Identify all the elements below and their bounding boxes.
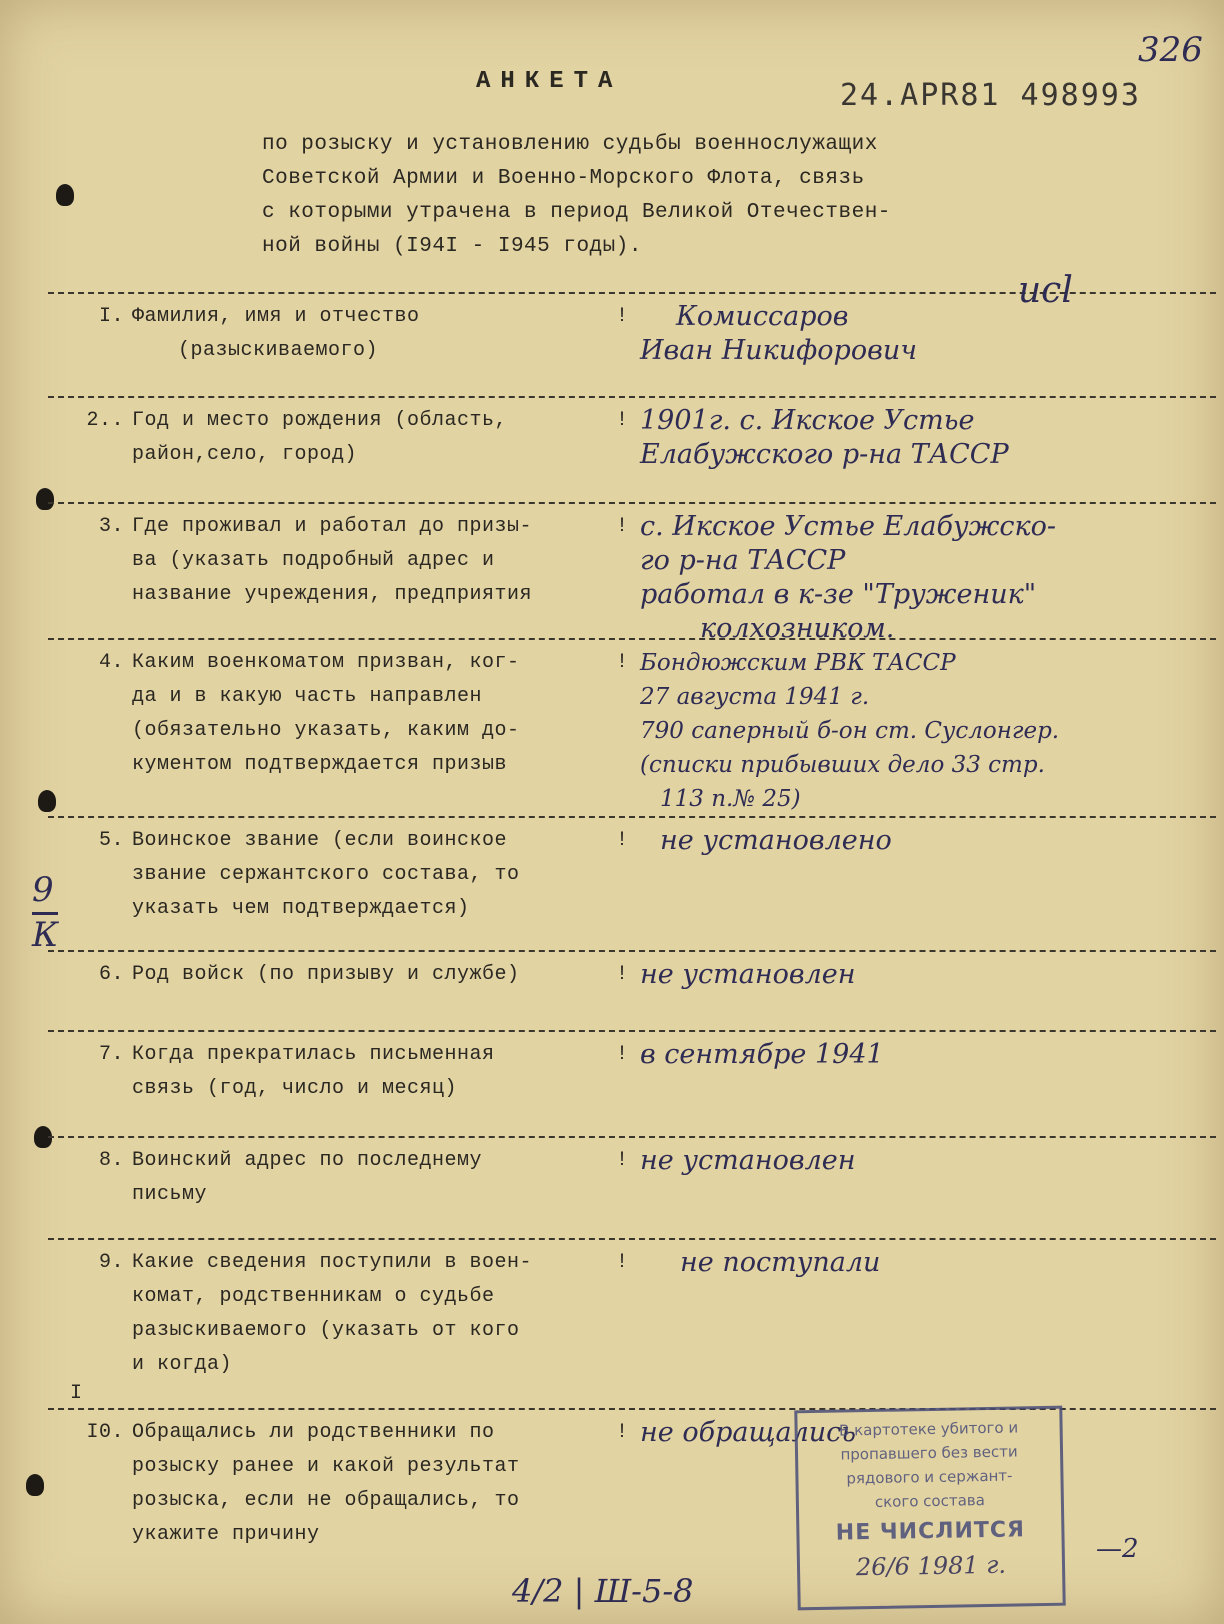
question-9: 9. Какие сведения поступили в воен- комат, родственникам о судьбе разыскиваемого (указать от кого и когда)	[98, 1251, 533, 1376]
margin-note: К	[32, 912, 58, 955]
row-separator	[48, 502, 1216, 504]
question-7: 7. Когда прекратилась письменная связь (год, число и месяц)	[98, 1043, 495, 1100]
punch-hole	[38, 790, 56, 812]
column-divider-marks: !	[616, 1149, 629, 1172]
column-divider-marks: !	[616, 1421, 629, 1444]
answer-2: 1901г. с. Икское Устье Елабужского р-на ТАССР	[640, 405, 1009, 470]
answer-10: не обращались	[640, 1417, 856, 1448]
punch-hole	[56, 184, 74, 206]
question-2: 2.. Год и место рождения (область, район,село, город)	[86, 409, 508, 466]
bottom-mark: —2	[1096, 1534, 1139, 1564]
column-divider-marks: !	[616, 1043, 629, 1066]
answer-4: Бондюжским РВК ТАССР 27 августа 1941 г. 790 саперный б-он ст. Суслонгер. (списки прибывших дело 33 стр. 113 п.№ 25)	[640, 650, 1060, 812]
column-divider-marks: !	[616, 515, 629, 538]
row-separator	[48, 816, 1216, 818]
answer-5: не установлено	[660, 825, 892, 856]
question-4: 4. Каким военкоматом призван, ког- да и в какую часть направлен (обязательно указать, каким до- кументом подтверждается призыв	[98, 651, 520, 776]
column-divider-marks: !	[616, 409, 629, 432]
handwritten-mark: ucl	[1018, 270, 1073, 311]
subtitle-line: Советской Армии и Военно-Морского Флота, связь	[262, 167, 865, 190]
question-10: I0. Обращались ли родственники по розыску ранее и какой результат розыска, если не обращались, то укажите причину	[86, 1421, 520, 1546]
row-separator	[48, 1238, 1216, 1240]
question-8: 8. Воинский адрес по последнему письму	[98, 1149, 483, 1206]
row-separator	[48, 1030, 1216, 1032]
answer-7: в сентябре 1941	[640, 1039, 884, 1070]
document-title: АНКЕТА	[476, 68, 623, 95]
question-1: I. Фамилия, имя и отчество (разыскиваемого)	[98, 305, 420, 362]
answer-6: не установлен	[640, 959, 856, 990]
question-6: 6. Род войск (по призыву и службе)	[98, 963, 520, 986]
row-separator	[48, 396, 1216, 398]
column-divider-marks: !	[616, 963, 629, 986]
column-divider-marks: !	[616, 829, 629, 852]
column-divider-marks: !	[616, 651, 629, 674]
punch-hole	[26, 1474, 44, 1496]
subtitle-line: ной войны (I94I - I945 годы).	[262, 235, 642, 258]
subtitle-line: по розыску и установлению судьбы военнослужащих	[262, 133, 878, 156]
archive-stamp: В картотеке убитого и пропавшего без вести рядового и сержант- ского состава НЕ ЧИСЛИТСЯ 26/6 1981 г.	[794, 1406, 1065, 1611]
question-3: 3. Где проживал и работал до призы- ва (указать подробный адрес и название учреждения, предприятия	[98, 515, 533, 606]
margin-note: 9	[32, 870, 54, 910]
subtitle-line: с которыми утрачена в период Великой Отечествен-	[262, 201, 891, 224]
column-divider-marks: !	[616, 305, 629, 328]
answer-8: не установлен	[640, 1145, 856, 1176]
row-separator	[48, 1136, 1216, 1138]
question-5: 5. Воинское звание (если воинское звание сержантского состава, то указать чем подтверждается)	[98, 829, 520, 920]
handwritten-page-number: 326	[1138, 30, 1203, 70]
bottom-handwritten-code: 4/2 | Ш-5-8	[512, 1572, 694, 1610]
typed-mark: I	[70, 1382, 83, 1405]
answer-9: не поступали	[680, 1247, 881, 1278]
answer-1: Комиссаров Иван Никифорович	[640, 301, 918, 366]
row-separator	[48, 950, 1216, 952]
document-subtitle	[262, 128, 1022, 264]
registration-stamp-number: 24.APR81 498993	[840, 78, 1141, 113]
column-divider-marks: !	[616, 1251, 629, 1274]
punch-hole	[36, 488, 54, 510]
answer-3: с. Икское Устье Елабужско- го р-на ТАССР работал в к-зе "Труженик" колхозником.	[640, 511, 1056, 644]
